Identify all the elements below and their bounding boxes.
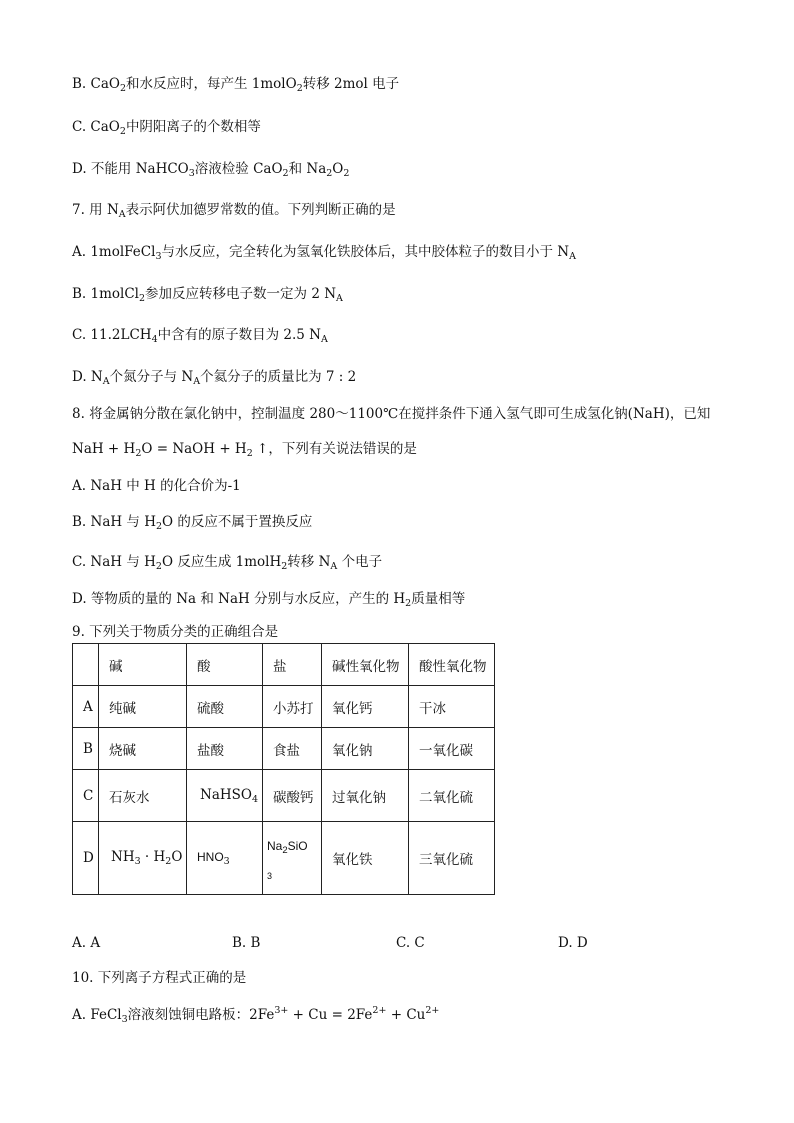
q6-option-d: D. 不能用 NaHCO$_3$溶液检验 CaO$_2$和 $Na_2O_2$ xyxy=(72,161,350,179)
table-cell: 一氧化碳 xyxy=(409,728,495,770)
table-cell: 食盐 xyxy=(263,728,322,770)
table-cell: 三氧化硫 xyxy=(409,822,495,895)
q7-stem: 7. 用 $N_A$表示阿伏加德罗常数的值。下列判断正确的是 xyxy=(72,202,396,220)
q9-option-d: D. D xyxy=(558,935,588,951)
table-cell: 碳酸钙 xyxy=(263,770,322,822)
q8-stem-line2: NaH + $H_2O$ = NaOH + $H_2$ ↑，下列有关说法错误的是 xyxy=(72,441,417,459)
q8-option-d: D. 等物质的量的 Na 和 NaH 分别与水反应，产生的 $H_2$质量相等 xyxy=(72,591,466,609)
q7-option-d: D. $N_A$个氮分子与 $N_A$个氦分子的质量比为 7 : 2 xyxy=(72,369,357,387)
table-cell: 过氧化钠 xyxy=(322,770,409,822)
q10-option-a: A. FeCl$_3$溶液刻蚀铜电路板：$2Fe^{3+} + Cu = 2Fe^{2+} + Cu^{2+}$ xyxy=(72,1005,440,1025)
classification-table xyxy=(72,643,495,895)
table-header-cell: 盐 xyxy=(263,644,322,686)
table-cell: 二氧化硫 xyxy=(409,770,495,822)
table-cell: D xyxy=(73,822,99,895)
table-row xyxy=(73,686,495,728)
q7-option-b: B. 1molCl$_2$参加反应转移电子数一定为 2 $N_A$ xyxy=(72,286,343,304)
table-cell: 纯碱 xyxy=(99,686,187,728)
table-row xyxy=(73,822,495,895)
table-row xyxy=(73,770,495,822)
table-cell: 烧碱 xyxy=(99,728,187,770)
table-cell: NaHSO$_4$ xyxy=(187,770,263,822)
q10-stem: 10. 下列离子方程式正确的是 xyxy=(72,970,247,986)
q8-option-b: B. NaH 与 $H_2O$ 的反应不属于置换反应 xyxy=(72,514,313,532)
table-cell: 干冰 xyxy=(409,686,495,728)
table-header-cell: 酸性氧化物 xyxy=(409,644,495,686)
q9-option-c: C. C xyxy=(396,935,425,951)
table-header-cell xyxy=(73,644,99,686)
table-cell: $NH_3 \cdot H_2O$ xyxy=(99,822,187,895)
table-header-row xyxy=(73,644,495,686)
table-cell: 氧化钠 xyxy=(322,728,409,770)
table-cell: $HNO_3$ xyxy=(187,822,263,895)
table-cell: 硫酸 xyxy=(187,686,263,728)
q6-option-b: B. CaO$_2$和水反应时，每产生 1molO$_2$转移 2mol 电子 xyxy=(72,76,400,94)
q8-option-c: C. NaH 与 $H_2O$ 反应生成 1molH$_2$转移 $N_A$ 个电子 xyxy=(72,554,383,572)
table-cell: A xyxy=(73,686,99,728)
table-cell: 石灰水 xyxy=(99,770,187,822)
q9-option-a: A. A xyxy=(72,935,101,951)
q9-stem: 9. 下列关于物质分类的正确组合是 xyxy=(72,624,279,640)
q7-option-c: C. $11.2LCH_4$中含有的原子数目为 2.5 $N_A$ xyxy=(72,327,328,345)
q8-option-a: A. NaH 中 H 的化合价为-1 xyxy=(72,478,241,494)
table-cell: 盐酸 xyxy=(187,728,263,770)
q6-option-c: C. CaO$_2$中阴阳离子的个数相等 xyxy=(72,119,261,137)
table-header-cell: 碱性氧化物 xyxy=(322,644,409,686)
table-header-cell: 碱 xyxy=(99,644,187,686)
q7-option-a: A. 1molFeCl$_3$与水反应，完全转化为氢氧化铁胶体后，其中胶体粒子的数目小于 $N_A$ xyxy=(72,244,576,262)
table-cell: C xyxy=(73,770,99,822)
table-cell: 氧化铁 xyxy=(322,822,409,895)
table-cell: 氧化钙 xyxy=(322,686,409,728)
table-cell: $Na_2SiO$ 3 xyxy=(263,822,322,895)
q9-option-b: B. B xyxy=(232,935,261,951)
table-cell: 小苏打 xyxy=(263,686,322,728)
table-header-cell: 酸 xyxy=(187,644,263,686)
table-row xyxy=(73,728,495,770)
table-cell: B xyxy=(73,728,99,770)
q8-stem-line1: 8. 将金属钠分散在氯化钠中，控制温度 280～1100℃在搅拌条件下通入氢气即可生成氢化钠(NaH)，已知 xyxy=(72,406,711,422)
